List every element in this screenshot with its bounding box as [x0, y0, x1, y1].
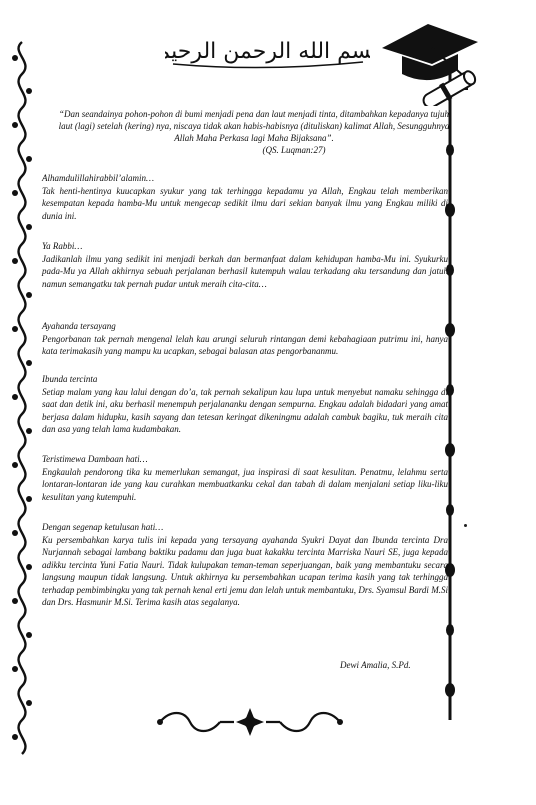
signature: Dewi Amalia, S.Pd. [340, 660, 411, 670]
margin-dot [464, 524, 467, 527]
quran-quote [58, 108, 450, 156]
graduation-cap-icon [380, 18, 480, 106]
quote-reference: (QS. Luqman:27) [262, 145, 326, 155]
bottom-ornament [150, 708, 350, 736]
section-dambaan-hati [42, 453, 448, 503]
svg-text:بسم الله الرحمن الرحيم: بسم الله الرحمن الرحيم [165, 39, 370, 64]
section-body: Setiap malam yang kau lalui dengan do’a, tak pernah sekalipun kau lupa untuk menyebut namaku sehingga di saat dan detik ini, aku berhasil menempuh perjalananku dengan sempurna. Engkau adalah bidadari yang amat berjasa dalam hidupku, kasih sayang dan tetesan keringat dikeningmu adalah cambuk bagiku, tuk meraih cita dan asa yang telah lama kudambakan. [42, 386, 448, 434]
left-floral-border [6, 38, 36, 758]
section-body: Ku persembahkan karya tulis ini kepada yang tersayang ayahanda Syukri Dayat dan Ibunda tercinta Dra Nurjannah sebagai lambang baktiku padamu dan juga buat kakakku tercinta Marriska Nauri SE, juga kepada adikku tercinta Yuni Fatia Nauri. Tidak kulupakan teman-teman seperjuangan, baik yang membantuku secara langsung maupun tidak langsung. Untuk akhirnya ku persembahkan ucapan terima kasih yang tak terhingga terhadap pembimbingku yang tak pernah kenal erti jemu dan lelah untuk membantuku, Drs. Syamsul Bardi M.Si dan Drs. Hasmunir M.Si. Terima kasih atas segalanya. [42, 534, 448, 607]
basmala-calligraphy [165, 30, 370, 70]
quote-text: “Dan seandainya pohon-pohon di bumi menjadi pena dan laut menjadi tinta, ditambahkan kepadanya tujuh laut (lagi) setelah (kering) nya, niscaya tidak akan habis-habisnya (dituliskan) kalimat Allah, Sesungguhnya Allah Maha Perkasa lagi Maha Bijaksana”. [58, 109, 450, 143]
basmala-graphic [165, 30, 370, 70]
section-heading: Dengan segenap ketulusan hati… [42, 522, 164, 532]
section-body: Tak henti-hentinya kuucapkan syukur yang tak terhingga kepadamu ya Allah, Engkau telah memberikan kesempatan kepada hamba-Mu untuk mengecap sedikit ilmu dari sekian banyak ilmu yang Engkau miliki di dunia ini. [42, 185, 448, 221]
section-heading: Ayahanda tersayang [42, 321, 116, 331]
section-ibunda [42, 373, 448, 436]
section-heading: Alhamdulillahirabbil’alamin… [42, 173, 155, 183]
section-ya-rabbi [42, 240, 448, 290]
section-ayahanda [42, 320, 448, 358]
section-heading: Teristimewa Dambaan hati… [42, 454, 148, 464]
section-persembahan [42, 521, 448, 609]
section-body: Jadikanlah ilmu yang sedikit ini menjadi berkah dan bermanfaat dalam kehidupan hamba-Mu ini. Syukurku pada-Mu ya Allah akhirnya sebuah perjalanan berhasil kutempuh walau terkadang aku tersandung dan jatuh namun semangatku tak pernah pudar untuk meraih cita-cita… [42, 253, 448, 289]
section-body: Engkaulah pendorong tika ku memerlukan semangat, jua inspirasi di saat kesulitan. Penatmu, lelahmu serta lontaran-lontaran ide yang kau curahkan membuatkanku cekal dan tabah di dalam menjalani setiap liku-liku kesulitan yang kutempuhi. [42, 466, 448, 502]
section-alhamdulillah [42, 172, 448, 222]
section-body: Pengorbanan tak pernah mengenal lelah kau arungi seluruh rintangan demi kebahagiaan putrimu ini, hanya kata terimakasih yang mampu ku ucapkan, sebagai balasan atas pengorbananmu. [42, 333, 448, 356]
section-heading: Ibunda tercinta [42, 374, 98, 384]
section-heading: Ya Rabbi… [42, 241, 83, 251]
